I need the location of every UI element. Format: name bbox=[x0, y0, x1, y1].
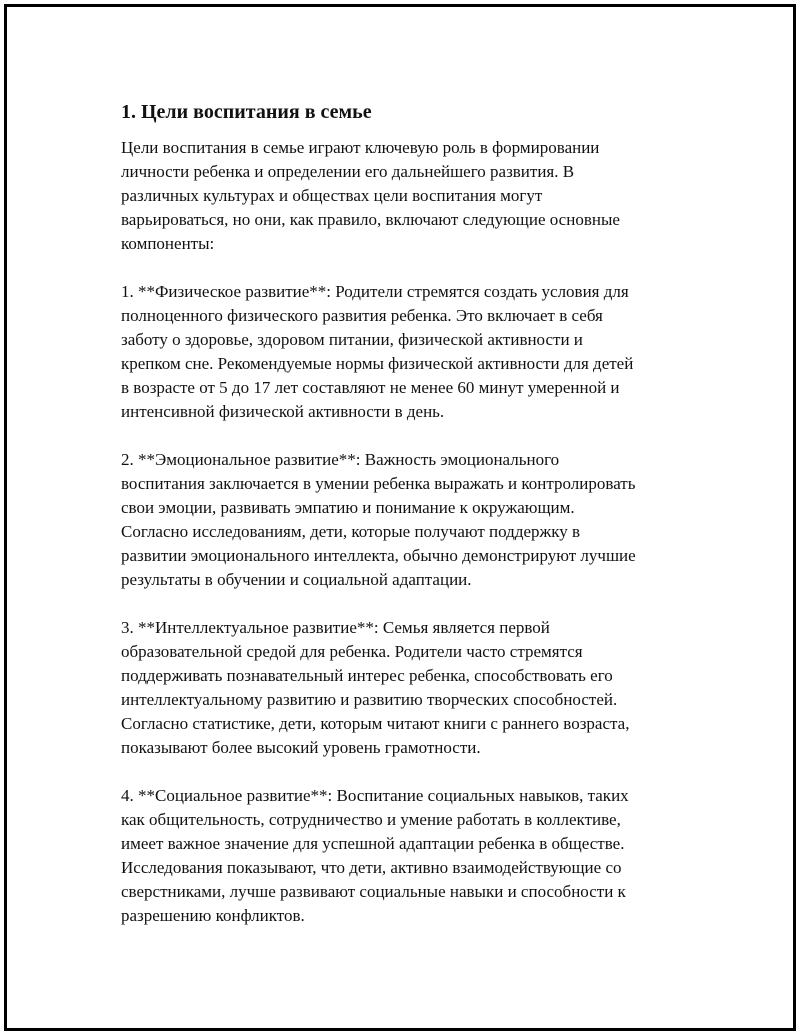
physical-development-paragraph: 1. **Физическое развитие**: Родители стремятся создать условия для полноценного физического развития ребенка. Это включает в себя заботу о здоровье, здоровом питании, физической активности и крепком сне. Рекомендуемые нормы физической активности для детей в возрасте от 5 до 17 лет составляют не менее 60 минут умеренной и интенсивной физической активности в день. bbox=[121, 282, 634, 421]
intellectual-development-paragraph: 3. **Интеллектуальное развитие**: Семья является первой образовательной средой для ребенка. Родители часто стремятся поддерживать познавательный интерес ребенка, способствовать его интеллектуальному развитию и развитию творческих способностей. Согласно статистике, дети, которым читают книги с раннего возраста, показывают более высокий уровень грамотности. bbox=[121, 618, 630, 757]
document-body bbox=[121, 100, 701, 952]
section-title: 1. Цели воспитания в семье bbox=[121, 101, 372, 123]
social-development-paragraph: 4. **Социальное развитие**: Воспитание социальных навыков, таких как общительность, сотрудничество и умение работать в коллективе, имеет важное значение для успешной адаптации ребенка в обществе. Исследования показывают, что дети, активно взаимодействующие со сверстниками, лучше развивают социальные навыки и способности к разрешению конфликтов. bbox=[121, 786, 629, 925]
intro-paragraph: Цели воспитания в семье играют ключевую роль в формировании личности ребенка и определении его дальнейшего развития. В различных культурах и обществах цели воспитания могут варьироваться, но они, как правило, включают следующие основные компоненты: bbox=[121, 138, 620, 253]
page-frame bbox=[4, 4, 796, 1031]
emotional-development-paragraph: 2. **Эмоциональное развитие**: Важность эмоционального воспитания заключается в умении ребенка выражать и контролировать свои эмоции, развивать эмпатию и понимание к окружающим. Согласно исследованиям, дети, которые получают поддержку в развитии эмоционального интеллекта, обычно демонстрируют лучшие результаты в обучении и социальной адаптации. bbox=[121, 450, 636, 589]
